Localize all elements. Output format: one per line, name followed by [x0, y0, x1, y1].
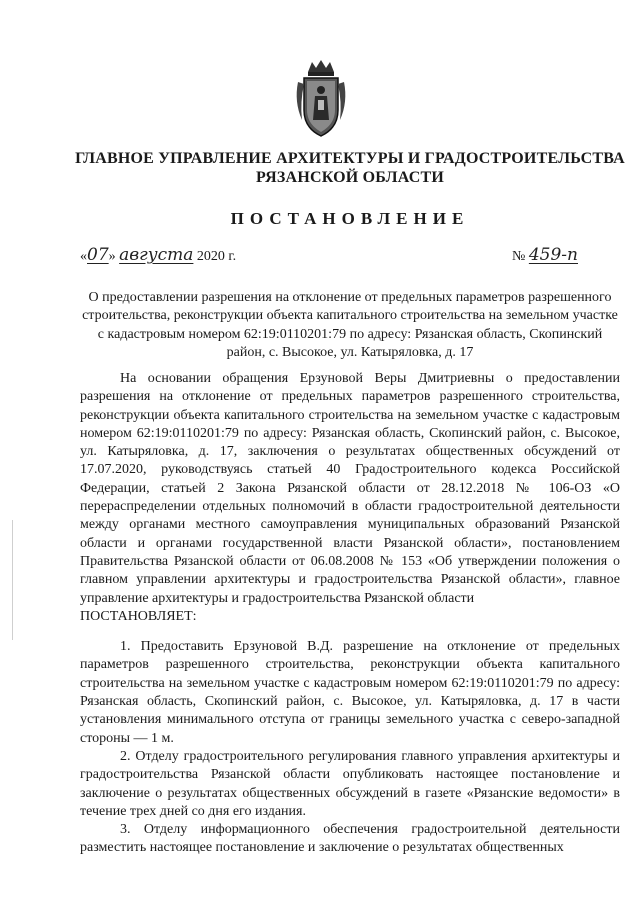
document-subject: О предоставлении разрешения на отклонение от предельных параметров разрешенного строительства, реконструкции объекта капитального строительства на земельном участке с кадастровым номером 62:19:0110201:79 по адресу: Рязанская область, Скопинский район, с. Высокое, ул. Катыряловка, д. 17: [82, 290, 618, 360]
organization-name-line1: ГЛАВНОЕ УПРАВЛЕНИЕ АРХИТЕКТУРЫ И ГРАДОСТРОИТЕЛЬСТВА: [75, 150, 625, 167]
resolves-heading: ПОСТАНОВЛЯЕТ:: [80, 608, 197, 624]
date-day-handwritten: 07: [87, 245, 109, 265]
document-number: [512, 245, 578, 265]
date-year: 2020 г.: [196, 249, 237, 264]
item-1-paragraph: 1. Предоставить Ерзуновой В.Д. разрешение на отклонение от предельных параметров разрешенного строительства, реконструкции объекта капитального строительства на земельном участке с кадастровым номером 62:19:0110201:79 по адресу: Рязанская область, Скопинский район, с. Высокое, ул. Катыряловка, д. 17 в части установления минимального отступа от границы земельного участка с северо-западной стороны — 1 м.: [80, 639, 620, 746]
document-type: ПОСТАНОВЛЕНИЕ: [230, 209, 470, 228]
date-month-handwritten: августа: [119, 245, 194, 265]
scan-margin-line: [12, 520, 13, 640]
number-sign: №: [512, 249, 526, 264]
coat-of-arms-emblem: [294, 58, 348, 142]
item-3-paragraph: 3. Отделу информационного обеспечения градостроительной деятельности разместить настоящее постановление и заключение о результатах общественных: [80, 822, 620, 856]
organization-name-line2: РЯЗАНСКОЙ ОБЛАСТИ: [255, 169, 444, 186]
document-date: [80, 245, 236, 265]
document-body: [80, 370, 620, 858]
number-value-handwritten: 459-п: [528, 245, 578, 265]
date-close-quote: »: [108, 249, 116, 264]
date-open-quote: «: [80, 249, 87, 264]
preamble-paragraph: На основании обращения Ерзуновой Веры Дмитриевны о предоставлении разрешения на отклонение от предельных параметров разрешенного строительства, реконструкции объекта капитального строительства на земельном участке с кадастровым номером 62:19:0110201:79 по адресу: Рязанская область, Скопинский район, с. Высокое, ул. Катыряловка, д. 17, заключения о результатах общественных обсуждений от 17.07.2020, руководствуясь статьей 40 Градостроительного кодекса Российской Федерации, статьей 2 Закона Рязанской области от 28.12.2018 № 106-ОЗ «О перераспределении отдельных полномочий в области градостроительной деятельности между органами местного самоуправления муниципальных образований Рязанской области и органами государственной власти Рязанской области», постановлением Правительства Рязанской области от 06.08.2008 № 153 «Об утверждении положения о главном управлении архитектуры и градостроительства Рязанской области», главное управление архитектуры и градостроительства Рязанской области: [80, 371, 620, 606]
item-2-paragraph: 2. Отделу градостроительного регулирования главного управления архитектуры и градостроительства Рязанской области опубликовать настоящее постановление и заключение о результатах общественных обсуждений в газете «Рязанские ведомости» в течение трех дней со дня его издания.: [80, 748, 620, 819]
